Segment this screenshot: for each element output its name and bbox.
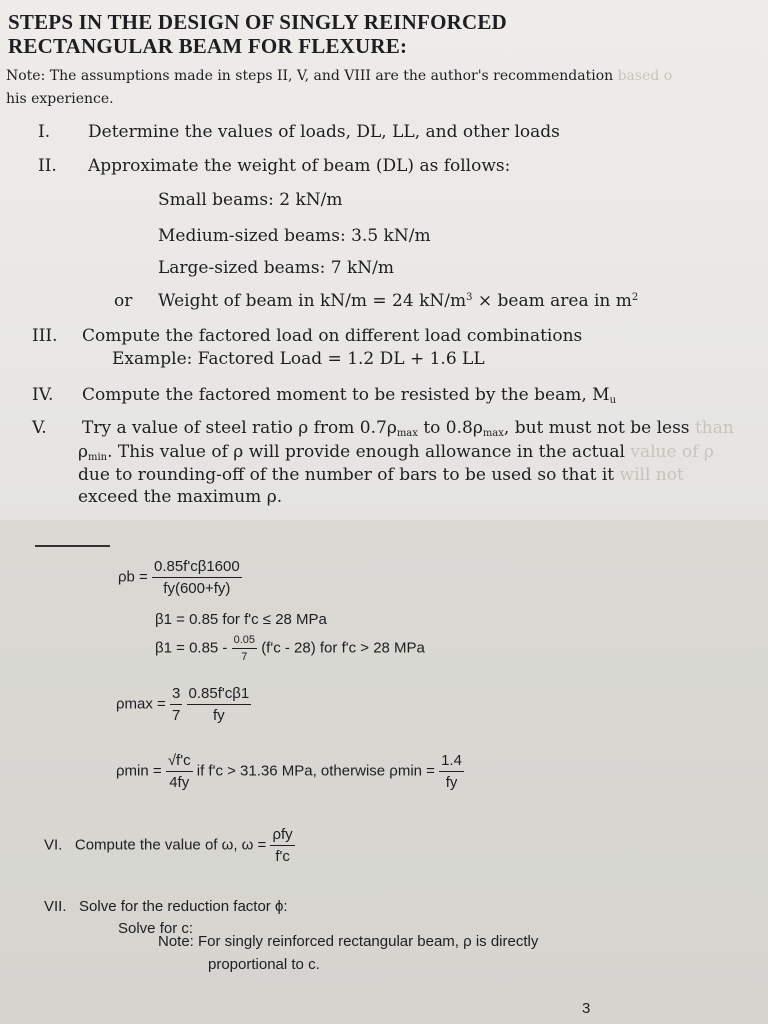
step-1-text: Determine the values of loads, DL, LL, and other loads (88, 122, 560, 142)
step-5-text-line3: due to rounding-off of the number of bars to be used so that it (78, 465, 615, 485)
step-2-number: II. (38, 156, 57, 176)
rho-min-numerator: √f'c (166, 752, 193, 772)
beam-weight-formula-c: × beam area in m (472, 291, 632, 311)
step-6-text: Compute the value of ω, ω = (74, 836, 267, 854)
step-6-number: VI. (44, 836, 63, 854)
cubic-exponent: 3 (466, 292, 473, 303)
beam-weight-formula (158, 291, 638, 311)
beta1-frac-num: 0.05 (232, 634, 257, 649)
rho-min-fraction (166, 752, 193, 791)
beta1-cond2-b: (f'c - 28) for f'c > 28 MPa (261, 639, 425, 657)
note-text: The assumptions made in steps II, V, and VIII are the author's recommendation (49, 68, 614, 84)
beta1-cond2-a: β1 = 0.85 - (155, 639, 228, 657)
or-label: or (114, 291, 133, 311)
rho-min-denominator: 4fy (169, 774, 190, 791)
mu-subscript: u (609, 395, 617, 406)
omega-numerator: ρfy (270, 826, 294, 846)
omega-fraction (270, 826, 294, 865)
title-line-1: STEPS IN THE DESIGN OF SINGLY REINFORCED (8, 10, 507, 34)
step-6-line (44, 826, 295, 865)
step-5-rho: ρ (78, 442, 88, 462)
page-2-top-rule (35, 545, 110, 547)
rho-max-frac2-num: 0.85f'cβ1 (187, 685, 252, 705)
omega-denominator: f'c (275, 848, 290, 865)
rho-max-label: ρmax = (116, 695, 166, 713)
step-5-text-line2: . This value of ρ will provide enough allowance in the actual (107, 442, 625, 462)
step-7-line (44, 898, 288, 915)
step-4-text (82, 385, 616, 406)
rho-b-label: ρb = (118, 568, 148, 586)
note-label: Note: (6, 68, 46, 84)
beam-weight-small: Small beams: 2 kN/m (158, 190, 343, 210)
rho-max-equation (116, 685, 251, 724)
step-7-number: VII. (44, 898, 67, 915)
rho-min-fraction-2 (439, 752, 464, 791)
rho-min2-denominator: fy (445, 774, 458, 791)
rho-max-fraction-1 (170, 685, 182, 724)
document-page-2 (0, 520, 768, 1024)
step-5-line-4: exceed the maximum ρ. (78, 487, 283, 507)
rho-b-fraction (152, 558, 242, 597)
beta1-small-fraction (232, 634, 257, 663)
rho-b-denominator: fy(600+fy) (163, 580, 231, 597)
step-5-text-a: Try a value of steel ratio ρ from 0.7ρ (82, 418, 397, 438)
rho-max-sub-2: max (482, 428, 504, 439)
step-4-number: IV. (32, 385, 54, 405)
factored-load-example: Example: Factored Load = 1.2 DL + 1.6 LL (112, 349, 485, 369)
step-5-line-2 (78, 442, 714, 463)
step-5-faint-1: than (694, 418, 734, 438)
step-5-text-c: to 0.8ρ (417, 418, 483, 438)
beta1-condition-2 (155, 634, 425, 663)
bottom-fragment: 3 (582, 1000, 591, 1017)
step-3-number: III. (32, 326, 58, 346)
solve-for-c: Solve for c: (118, 920, 194, 937)
rho-min-sub: min (88, 452, 108, 463)
rho-max-fraction-2 (187, 685, 252, 724)
note-line-1 (6, 68, 672, 84)
step-5-faint-3: will not (619, 465, 684, 485)
rho-min-label: ρmin = (116, 762, 162, 780)
rho-b-numerator: 0.85f'cβ1600 (152, 558, 242, 578)
step-5-line-1 (82, 418, 734, 439)
step-4-text-main: Compute the factored moment to be resisted by the beam, M (82, 385, 610, 405)
beam-weight-large: Large-sized beams: 7 kN/m (158, 258, 394, 278)
square-exponent: 2 (631, 292, 639, 303)
beam-weight-formula-a: Weight of beam in kN/m = 24 kN/m (158, 291, 467, 311)
note-line-2: his experience. (6, 91, 114, 107)
beta1-condition-1: β1 = 0.85 for f'c ≤ 28 MPa (155, 611, 327, 628)
note-2-line-1: Note: For singly reinforced rectangular beam, ρ is directly (158, 933, 539, 950)
beam-weight-medium: Medium-sized beams: 3.5 kN/m (158, 226, 431, 246)
rho-min-condition: if f'c > 31.36 MPa, otherwise ρmin = (196, 762, 435, 780)
step-5-number: V. (32, 418, 47, 438)
step-3-text: Compute the factored load on different load combinations (82, 326, 583, 346)
step-5-text-e: , but must not be less (503, 418, 690, 438)
rho-b-equation (118, 558, 242, 597)
rho-max-frac1-den: 7 (171, 707, 181, 724)
note-faint-text: based o (617, 68, 673, 84)
rho-max-frac2-den: fy (213, 707, 225, 724)
title-line-2: RECTANGULAR BEAM FOR FLEXURE: (8, 34, 408, 58)
step-7-text: Solve for the reduction factor ϕ: (79, 898, 288, 915)
rho-min-equation (116, 752, 464, 791)
rho-max-sub-1: max (396, 428, 418, 439)
note-2-line-2: proportional to c. (208, 956, 320, 973)
step-1-number: I. (38, 122, 51, 142)
rho-max-frac1-num: 3 (170, 685, 182, 705)
step-5-faint-2: value of ρ (630, 442, 714, 462)
step-2-text: Approximate the weight of beam (DL) as follows: (88, 156, 511, 176)
step-5-line-3 (78, 465, 684, 485)
rho-min2-numerator: 1.4 (439, 752, 464, 772)
beta1-frac-den: 7 (241, 651, 248, 663)
